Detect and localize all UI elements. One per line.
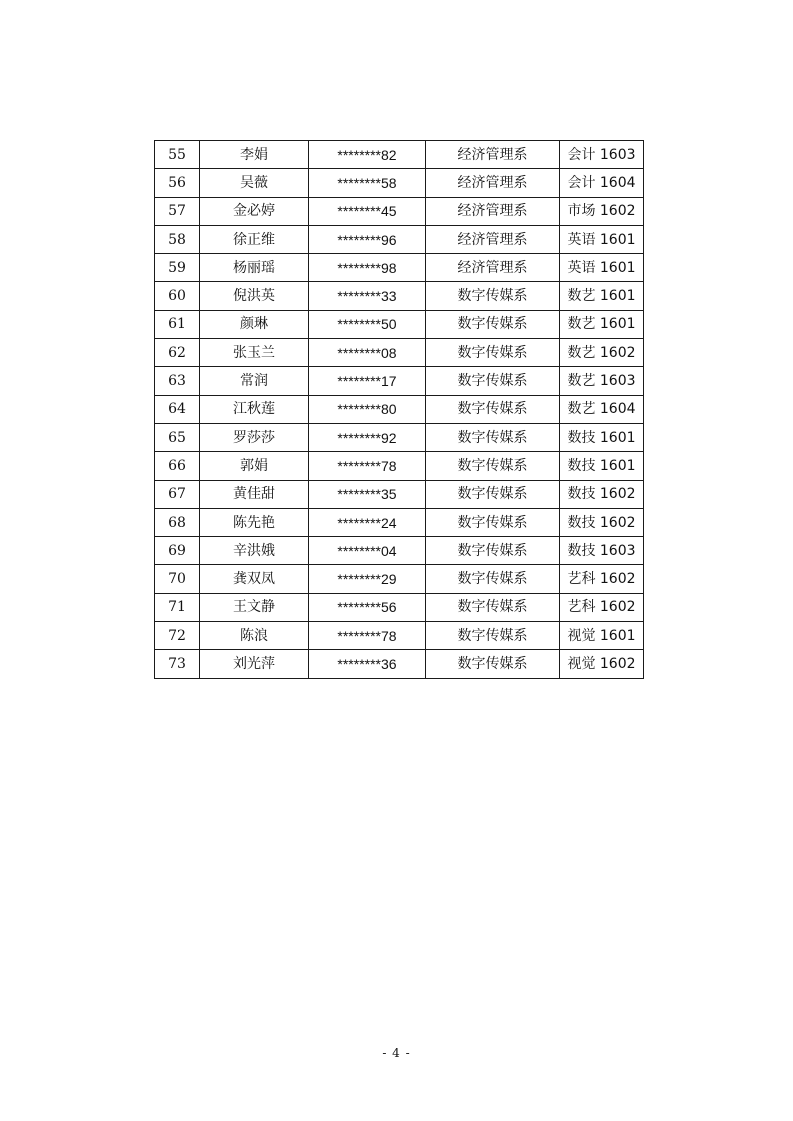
table-row xyxy=(155,367,644,395)
row-number-cell: 62 xyxy=(155,339,200,367)
student-name-cell: 倪洪英 xyxy=(200,282,309,310)
row-number-cell: 73 xyxy=(155,650,200,678)
masked-id-cell: ********17 xyxy=(309,367,426,395)
row-number-cell: 65 xyxy=(155,423,200,451)
student-name-cell: 刘光萍 xyxy=(200,650,309,678)
table-row xyxy=(155,537,644,565)
department-cell: 经济管理系 xyxy=(426,254,560,282)
class-cell: 数艺 1601 xyxy=(560,282,644,310)
table-row xyxy=(155,395,644,423)
masked-id-cell: ********56 xyxy=(309,593,426,621)
table-row xyxy=(155,225,644,253)
row-number-cell: 57 xyxy=(155,197,200,225)
table-row xyxy=(155,565,644,593)
department-cell: 数字传媒系 xyxy=(426,508,560,536)
class-cell: 视觉 1601 xyxy=(560,622,644,650)
department-cell: 数字传媒系 xyxy=(426,593,560,621)
class-cell: 市场 1602 xyxy=(560,197,644,225)
row-number-cell: 55 xyxy=(155,141,200,169)
table-row xyxy=(155,197,644,225)
table-row xyxy=(155,480,644,508)
student-name-cell: 江秋莲 xyxy=(200,395,309,423)
department-cell: 数字传媒系 xyxy=(426,622,560,650)
student-name-cell: 陈先艳 xyxy=(200,508,309,536)
roster-table-body xyxy=(155,141,644,679)
masked-id-cell: ********45 xyxy=(309,197,426,225)
masked-id-cell: ********33 xyxy=(309,282,426,310)
department-cell: 数字传媒系 xyxy=(426,395,560,423)
student-name-cell: 王文静 xyxy=(200,593,309,621)
student-name-cell: 杨丽瑶 xyxy=(200,254,309,282)
department-cell: 数字传媒系 xyxy=(426,282,560,310)
class-cell: 英语 1601 xyxy=(560,254,644,282)
table-row xyxy=(155,650,644,678)
row-number-cell: 56 xyxy=(155,169,200,197)
table-row xyxy=(155,310,644,338)
masked-id-cell: ********08 xyxy=(309,339,426,367)
department-cell: 数字传媒系 xyxy=(426,537,560,565)
masked-id-cell: ********50 xyxy=(309,310,426,338)
table-row xyxy=(155,508,644,536)
masked-id-cell: ********78 xyxy=(309,622,426,650)
masked-id-cell: ********24 xyxy=(309,508,426,536)
table-row xyxy=(155,141,644,169)
class-cell: 英语 1601 xyxy=(560,225,644,253)
masked-id-cell: ********92 xyxy=(309,423,426,451)
student-roster-table xyxy=(154,140,644,679)
department-cell: 经济管理系 xyxy=(426,225,560,253)
masked-id-cell: ********78 xyxy=(309,452,426,480)
department-cell: 数字传媒系 xyxy=(426,565,560,593)
department-cell: 数字传媒系 xyxy=(426,423,560,451)
table-row xyxy=(155,169,644,197)
student-name-cell: 罗莎莎 xyxy=(200,423,309,451)
class-cell: 数技 1602 xyxy=(560,508,644,536)
table-row xyxy=(155,282,644,310)
class-cell: 会计 1604 xyxy=(560,169,644,197)
row-number-cell: 66 xyxy=(155,452,200,480)
masked-id-cell: ********82 xyxy=(309,141,426,169)
department-cell: 数字传媒系 xyxy=(426,367,560,395)
student-name-cell: 徐正维 xyxy=(200,225,309,253)
student-name-cell: 常润 xyxy=(200,367,309,395)
department-cell: 数字传媒系 xyxy=(426,452,560,480)
class-cell: 数艺 1602 xyxy=(560,339,644,367)
row-number-cell: 68 xyxy=(155,508,200,536)
class-cell: 艺科 1602 xyxy=(560,565,644,593)
class-cell: 视觉 1602 xyxy=(560,650,644,678)
table-row xyxy=(155,339,644,367)
class-cell: 会计 1603 xyxy=(560,141,644,169)
class-cell: 数艺 1604 xyxy=(560,395,644,423)
row-number-cell: 58 xyxy=(155,225,200,253)
student-name-cell: 金必婷 xyxy=(200,197,309,225)
department-cell: 数字传媒系 xyxy=(426,480,560,508)
page-number: - 4 - xyxy=(382,1046,411,1060)
student-name-cell: 陈浪 xyxy=(200,622,309,650)
student-name-cell: 吴薇 xyxy=(200,169,309,197)
row-number-cell: 67 xyxy=(155,480,200,508)
row-number-cell: 60 xyxy=(155,282,200,310)
department-cell: 数字传媒系 xyxy=(426,310,560,338)
department-cell: 经济管理系 xyxy=(426,141,560,169)
masked-id-cell: ********29 xyxy=(309,565,426,593)
class-cell: 艺科 1602 xyxy=(560,593,644,621)
row-number-cell: 71 xyxy=(155,593,200,621)
department-cell: 经济管理系 xyxy=(426,197,560,225)
row-number-cell: 61 xyxy=(155,310,200,338)
masked-id-cell: ********35 xyxy=(309,480,426,508)
department-cell: 数字传媒系 xyxy=(426,339,560,367)
masked-id-cell: ********98 xyxy=(309,254,426,282)
student-name-cell: 李娟 xyxy=(200,141,309,169)
class-cell: 数艺 1601 xyxy=(560,310,644,338)
table-row xyxy=(155,423,644,451)
row-number-cell: 63 xyxy=(155,367,200,395)
student-name-cell: 辛洪娥 xyxy=(200,537,309,565)
student-name-cell: 黄佳甜 xyxy=(200,480,309,508)
department-cell: 数字传媒系 xyxy=(426,650,560,678)
masked-id-cell: ********96 xyxy=(309,225,426,253)
student-name-cell: 龚双凤 xyxy=(200,565,309,593)
student-name-cell: 张玉兰 xyxy=(200,339,309,367)
row-number-cell: 72 xyxy=(155,622,200,650)
row-number-cell: 64 xyxy=(155,395,200,423)
department-cell: 经济管理系 xyxy=(426,169,560,197)
table-row xyxy=(155,254,644,282)
row-number-cell: 69 xyxy=(155,537,200,565)
table-row xyxy=(155,622,644,650)
class-cell: 数技 1601 xyxy=(560,452,644,480)
masked-id-cell: ********80 xyxy=(309,395,426,423)
class-cell: 数技 1601 xyxy=(560,423,644,451)
class-cell: 数技 1602 xyxy=(560,480,644,508)
class-cell: 数艺 1603 xyxy=(560,367,644,395)
table-row xyxy=(155,593,644,621)
row-number-cell: 70 xyxy=(155,565,200,593)
masked-id-cell: ********58 xyxy=(309,169,426,197)
row-number-cell: 59 xyxy=(155,254,200,282)
table-row xyxy=(155,452,644,480)
student-name-cell: 郭娟 xyxy=(200,452,309,480)
masked-id-cell: ********04 xyxy=(309,537,426,565)
student-name-cell: 颜琳 xyxy=(200,310,309,338)
masked-id-cell: ********36 xyxy=(309,650,426,678)
class-cell: 数技 1603 xyxy=(560,537,644,565)
